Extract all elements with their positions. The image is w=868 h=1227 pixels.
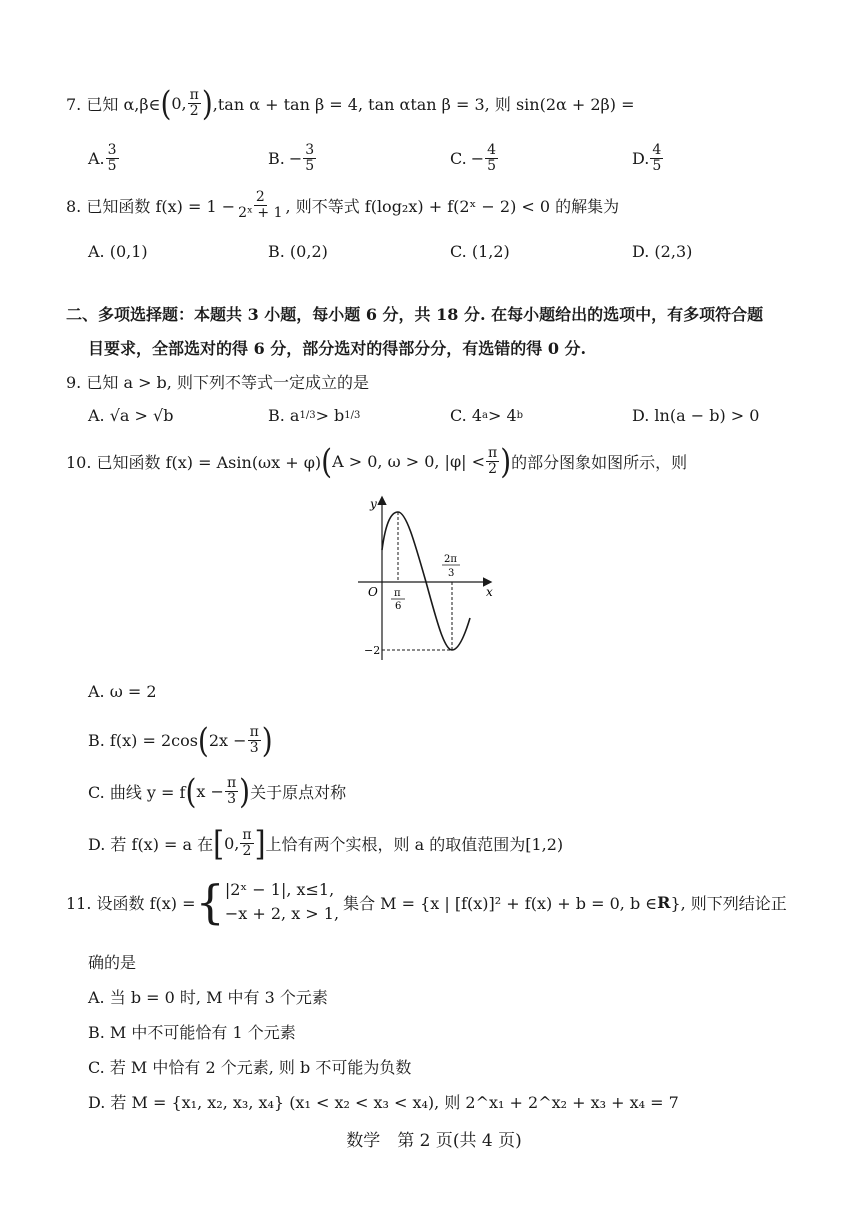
tick1-den: 6 bbox=[395, 601, 402, 612]
q7-frac-num: π bbox=[189, 87, 199, 103]
origin-label: O bbox=[368, 585, 378, 599]
q9-option-d: D. ln(a − b) > 0 bbox=[632, 406, 760, 425]
q10-cond-den: 2 bbox=[488, 461, 498, 477]
q7-interval-frac bbox=[188, 88, 201, 119]
q7-option-a bbox=[88, 143, 120, 174]
q7-option-b bbox=[268, 143, 317, 174]
tick1-num: π bbox=[394, 588, 401, 599]
q7-b-frac bbox=[303, 143, 316, 174]
x-axis-label: x bbox=[486, 585, 493, 599]
q9-b-exp2: 1/3 bbox=[344, 410, 361, 421]
q10-option-d bbox=[88, 823, 564, 863]
q11-option-d: D. 若 M = {x₁, x₂, x₃, x₄} (x₁ < x₂ < x₃ < x₄), 则 2^x₁ + 2^x₂ + x₃ + x₄ = 7 bbox=[88, 1093, 679, 1112]
q10-paren-left: ( bbox=[321, 441, 333, 481]
q10-c-paren-right: ) bbox=[239, 771, 251, 811]
q8-option-b: B. (0,2) bbox=[268, 242, 328, 261]
page-footer: 数学 第 2 页(共 4 页) bbox=[346, 1131, 522, 1151]
q9-option-c bbox=[450, 406, 523, 425]
section2-line1: 二、多项选择题：本题共 3 小题，每小题 6 分，共 18 分. 在每小题给出的选项中，有多项符合题 bbox=[66, 305, 764, 324]
q11-case1: |2ˣ − 1|, x≤1, bbox=[224, 880, 335, 899]
section2-line2: 目要求，全部选对的得 6 分，部分选对的得部分分，有选错的得 0 分. bbox=[88, 339, 587, 358]
q7-option-c bbox=[450, 143, 499, 174]
q11-stem-suffix-a: 集合 M = {x | [f(x)]² + f(x) + b = 0, b ∈ bbox=[343, 893, 658, 913]
q10-c-paren-left: ( bbox=[185, 771, 197, 811]
q9-b-mid: > b bbox=[315, 406, 345, 425]
q7-c-num: 4 bbox=[487, 142, 497, 158]
q10-d-inner: 0, bbox=[224, 834, 240, 853]
q7-d-den: 5 bbox=[652, 158, 662, 174]
q10-d-den: 2 bbox=[242, 843, 252, 859]
q10-stem-prefix: 10. 已知函数 f(x) = Asin(ωx + φ) bbox=[66, 453, 322, 472]
q10-b-inner: 2x − bbox=[208, 731, 247, 750]
q10-c-den: 3 bbox=[227, 791, 236, 807]
q8-option-c: C. (1,2) bbox=[450, 242, 510, 261]
q7-d-frac bbox=[650, 143, 663, 174]
q10-d-frac bbox=[240, 828, 253, 859]
min-label: −2 bbox=[364, 644, 381, 657]
q10-b-den: 3 bbox=[249, 740, 259, 756]
q10-cond-text: A > 0, ω > 0, |φ| < bbox=[332, 452, 486, 471]
y-axis-label: y bbox=[370, 497, 377, 511]
q10-cond-frac bbox=[486, 446, 499, 477]
q9-c-prefix: C. 4 bbox=[450, 406, 483, 425]
q9-c-mid: > 4 bbox=[488, 406, 517, 425]
q8-frac-den: 2ˣ + 1 bbox=[238, 205, 283, 221]
q7-d-label: D. bbox=[632, 149, 650, 168]
q10-b-prefix: B. f(x) = 2cos bbox=[88, 731, 198, 750]
q11-brace: { bbox=[195, 875, 225, 929]
q7-paren-right: ) bbox=[201, 83, 213, 123]
q7-paren-left: ( bbox=[160, 83, 172, 123]
q10-graph bbox=[340, 490, 510, 670]
q11-option-c: C. 若 M 中恰有 2 个元素, 则 b 不可能为负数 bbox=[88, 1058, 412, 1077]
q9-b-prefix: B. a bbox=[268, 406, 300, 425]
q11-option-a: A. 当 b = 0 时, M 中有 3 个元素 bbox=[88, 988, 328, 1007]
q7-a-frac bbox=[106, 143, 119, 174]
q7-b-den: 5 bbox=[305, 158, 315, 174]
q9-stem: 9. 已知 a > b, 则下列不等式一定成立的是 bbox=[66, 373, 369, 392]
q10-option-b bbox=[88, 720, 273, 760]
q10-option-a: A. ω = 2 bbox=[88, 682, 157, 701]
q8-stem-suffix: , 则不等式 f(log₂x) + f(2ˣ − 2) < 0 的解集为 bbox=[285, 197, 620, 216]
q10-d-bracket-right: ] bbox=[254, 823, 266, 863]
q9-c-exp2: b bbox=[516, 410, 524, 421]
q10-b-frac bbox=[248, 725, 261, 756]
q10-d-bracket-left: [ bbox=[213, 823, 225, 863]
q7-c-den: 5 bbox=[487, 158, 497, 174]
q9-b-exp1: 1/3 bbox=[299, 410, 316, 421]
q10-option-c bbox=[88, 771, 347, 811]
q10-b-num: π bbox=[249, 724, 259, 740]
q10-stem bbox=[66, 441, 688, 481]
tick2-num: 2π bbox=[444, 554, 457, 565]
q10-d-prefix: D. 若 f(x) = a 在 bbox=[88, 835, 214, 854]
q7-stem bbox=[66, 83, 635, 123]
q10-d-num: π bbox=[242, 827, 252, 843]
q8-option-a: A. (0,1) bbox=[88, 242, 148, 261]
q10-b-paren-right: ) bbox=[261, 720, 273, 760]
q11-stem-prefix: 11. 设函数 f(x) = bbox=[66, 893, 196, 913]
q7-c-frac bbox=[485, 143, 498, 174]
q11-option-b: B. M 中不可能恰有 1 个元素 bbox=[88, 1023, 296, 1042]
q10-stem-suffix: 的部分图象如图所示，则 bbox=[511, 453, 688, 472]
q9-option-b bbox=[268, 406, 360, 425]
q9-option-a: A. √a > √b bbox=[88, 406, 174, 425]
q8-stem bbox=[66, 190, 619, 221]
q10-d-suffix: 上恰有两个实根，则 a 的取值范围为[1,2) bbox=[265, 835, 564, 854]
q7-frac-den: 2 bbox=[189, 103, 199, 119]
q8-frac-num: 2 bbox=[255, 189, 265, 205]
q9-c-exp1: a bbox=[482, 410, 488, 421]
q11-stem bbox=[66, 875, 787, 929]
q8-option-d: D. (2,3) bbox=[632, 242, 693, 261]
q7-a-den: 5 bbox=[107, 158, 117, 174]
q11-case2: −x + 2, x > 1, bbox=[224, 904, 340, 923]
q7-c-label: C. bbox=[450, 149, 467, 168]
q10-c-num: π bbox=[226, 775, 237, 791]
q7-b-sign: − bbox=[288, 149, 303, 168]
q11-real-set: R bbox=[657, 892, 671, 912]
sine-curve bbox=[382, 512, 470, 650]
q7-b-num: 3 bbox=[305, 142, 315, 158]
q7-option-d bbox=[632, 143, 664, 174]
q11-stem-line2: 确的是 bbox=[88, 953, 137, 972]
q7-a-num: 3 bbox=[107, 142, 117, 158]
q7-a-label: A. bbox=[88, 149, 105, 168]
q10-b-paren-left: ( bbox=[197, 720, 209, 760]
q7-stem-suffix: ,tan α + tan β = 4, tan αtan β = 3, 则 sin(2α + 2β) = bbox=[212, 95, 635, 114]
q8-frac bbox=[236, 190, 284, 221]
q10-c-prefix: C. 曲线 y = f bbox=[88, 783, 186, 802]
q10-c-inner: x − bbox=[196, 782, 224, 801]
q8-stem-prefix: 8. 已知函数 f(x) = 1 − bbox=[66, 197, 236, 216]
q10-cond-num: π bbox=[488, 445, 498, 461]
q7-b-label: B. bbox=[268, 149, 285, 168]
q7-d-num: 4 bbox=[652, 142, 662, 158]
q10-paren-right: ) bbox=[500, 441, 512, 481]
q11-stem-suffix-b: }, 则下列结论正 bbox=[670, 893, 787, 913]
q11-cases bbox=[225, 878, 339, 926]
q7-stem-prefix: 7. 已知 α,β∈ bbox=[66, 95, 161, 114]
q7-interval-zero: 0, bbox=[171, 94, 187, 113]
q7-c-sign: − bbox=[470, 149, 485, 168]
q10-c-frac bbox=[225, 776, 238, 807]
tick2-den: 3 bbox=[448, 568, 455, 579]
q10-c-suffix: 关于原点对称 bbox=[250, 783, 347, 802]
